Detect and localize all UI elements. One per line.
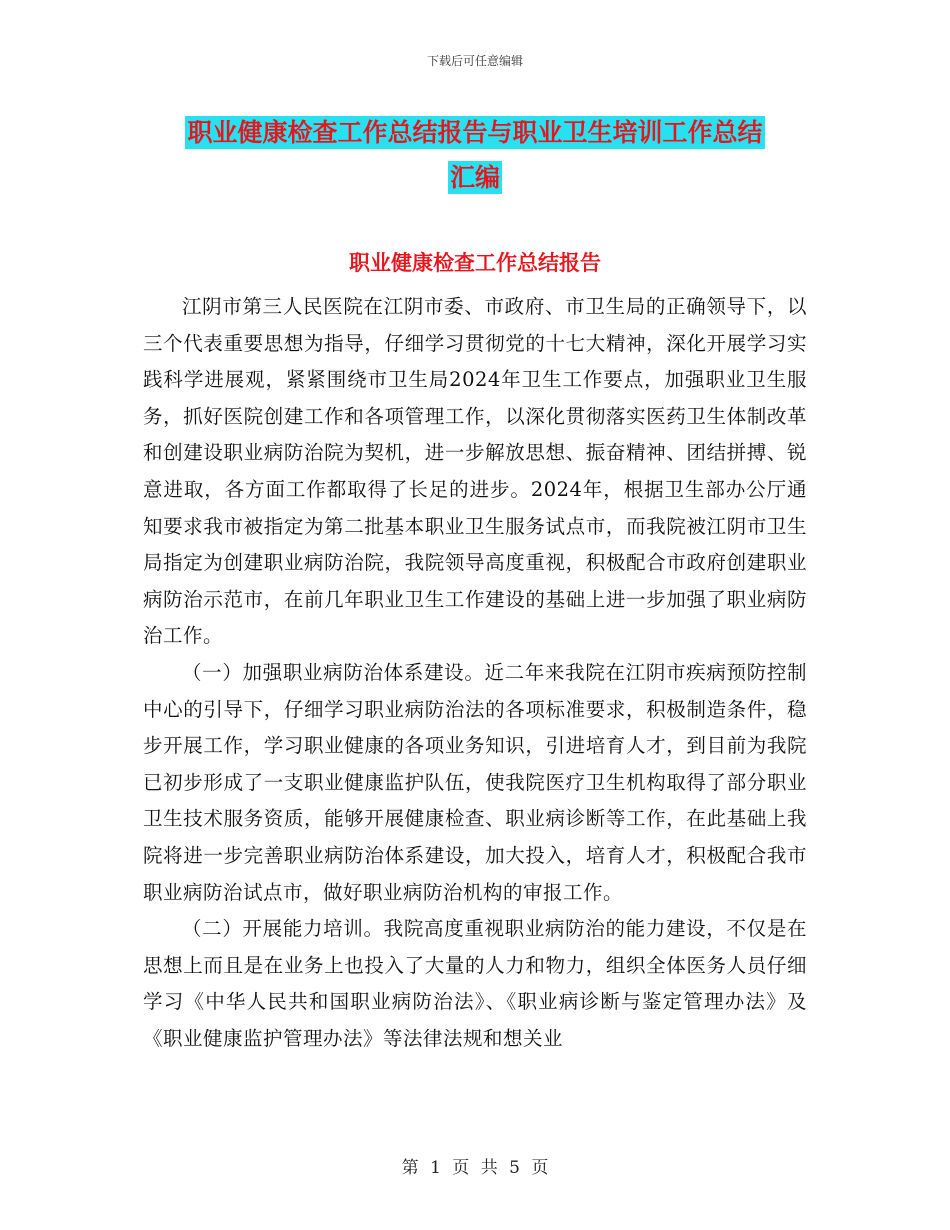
- section-subtitle: 职业健康检查工作总结报告: [349, 251, 601, 275]
- body-paragraph-intro: 江阴市第三人民医院在江阴市委、市政府、市卫生局的正确领导下，以三个代表重要思想为指导，仔细学习贯彻党的十七大精神，深化开展学习实践科学进展观，紧紧围绕市卫生局2024年卫生工作要点，加强职业卫生服务，抓好医院创建工作和各项管理工作，以深化贯彻落实医药卫生体制改革和创建设职业病防治院为契机，进一步解放思想、振奋精神、团结拼搏、锐意进取，各方面工作都取得了长足的进步。2024年，根据卫生部办公厅通知要求我市被指定为第二批基本职业卫生服务试点市，而我院被江阴市卫生局指定为创建职业病防治院，我院领导高度重视，积极配合市政府创建职业病防治示范市，在前几年职业卫生工作建设的基础上进一步加强了职业病防治工作。: [143, 295, 807, 648]
- header-note: 下载后可任意编辑: [426, 54, 523, 68]
- title-line-2: 汇编: [449, 163, 500, 192]
- document-body: [143, 289, 807, 1057]
- body-paragraph-section-2: （二）开展能力培训。我院高度重视职业病防治的能力建设，不仅是在思想上而且是在业务上也投入了大量的人力和物力，组织全体医务人员仔细学习《中华人民共和国职业病防治法》、《职业病诊断与鉴定管理办法》及《职业健康监护管理办法》等法律法规和想关业: [143, 917, 807, 1050]
- body-paragraph-section-1: （一）加强职业病防治体系建设。近二年来我院在江阴市疾病预防控制中心的引导下，仔细学习职业病防治法的各项标准要求，积极制造条件，稳步开展工作，学习职业健康的各项业务知识，引进培育人才，到目前为我院已初步形成了一支职业健康监护队伍，使我院医疗卫生机构取得了部分职业卫生技术服务资质，能够开展健康检查、职业病诊断等工作，在此基础上我院将进一步完善职业病防治体系建设，加大投入，培育人才，积极配合我市职业病防治试点市，做好职业病防治机构的审报工作。: [143, 660, 807, 904]
- title-line-1: 职业健康检查工作总结报告与职业卫生培训工作总结: [187, 118, 763, 147]
- document-title: [140, 110, 810, 200]
- page-number-footer: 第 1 页 共 5 页: [401, 1158, 549, 1178]
